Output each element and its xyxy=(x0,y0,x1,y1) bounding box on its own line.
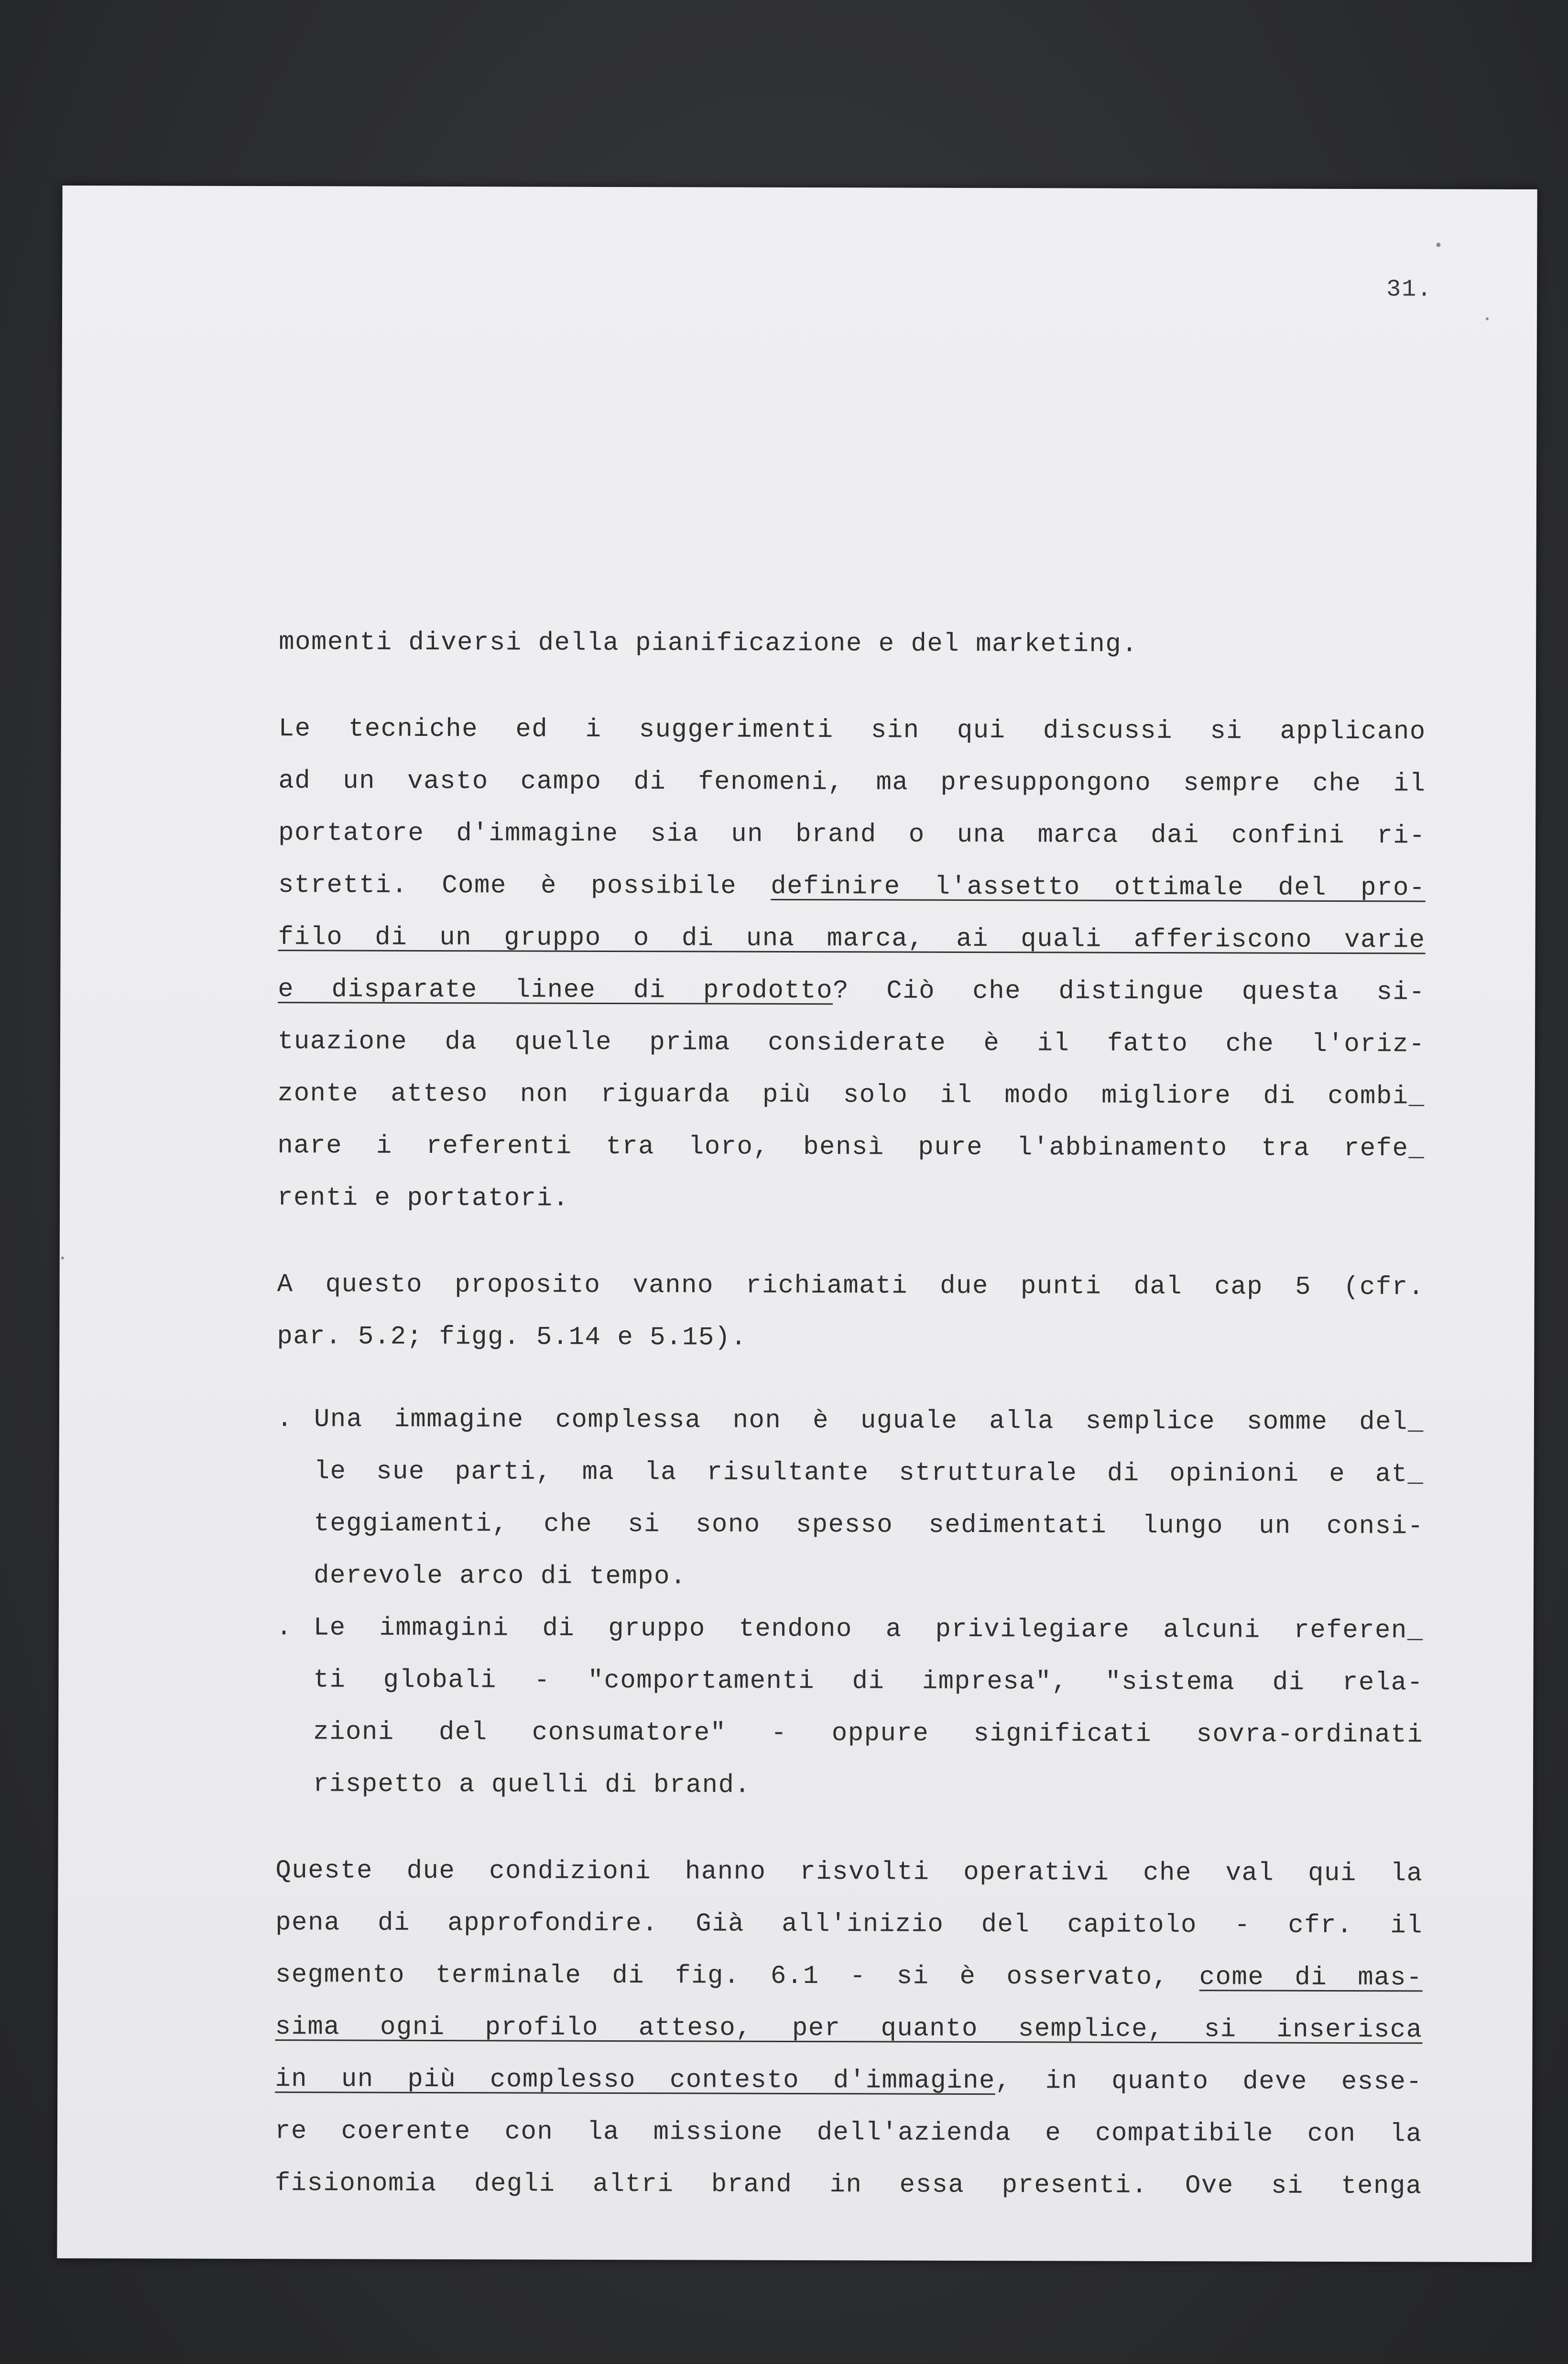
text-line xyxy=(275,1909,1423,1940)
text-line xyxy=(275,2169,1422,2201)
text-segment: zonte atteso non riguarda più solo il modo migliore di combi xyxy=(277,1079,1409,1112)
text-segment: segmento terminale di fig. 6.1 - si è osservato, xyxy=(275,1960,1199,1992)
text-segment: momenti diversi della pianificazione e del marketing. xyxy=(279,628,1138,659)
bullet-marker: . xyxy=(276,1405,293,1434)
text-segment: par. 5.2; figg. 5.14 e 5.15). xyxy=(277,1322,747,1353)
bullet-line: teggiamenti, che si sono spesso sedimentati lungo un consi- xyxy=(314,1509,1424,1542)
underlined-text: sima ogni profilo atteso, per quanto semplice, si inserisca xyxy=(275,2013,1423,2045)
text-segment: _ xyxy=(1408,1082,1425,1112)
text-segment: nare i referenti tra loro, bensì pure l'abbinamento tra refe xyxy=(277,1131,1409,1164)
bullet-line: Una immagine complessa non è uguale alla semplice somme del_ xyxy=(314,1405,1424,1437)
text-line xyxy=(278,1080,1425,1111)
text-line xyxy=(279,715,1426,746)
text-segment: stretti. Come è possibile xyxy=(278,871,771,901)
text-segment: A questo proposito vanno richiamati due punti dal cap 5 (cfr. xyxy=(277,1270,1425,1302)
text-segment: Queste due condizioni hanno risvolti operativi che val qui la xyxy=(275,1856,1423,1889)
underlined-text: definire l'assetto ottimale del pro- xyxy=(771,872,1426,903)
text-segment: pena di approfondire. Già all'inizio del capitolo - cfr. il xyxy=(275,1908,1423,1941)
text-segment: portatore d'immagine sia un brand o una marca dai confini ri- xyxy=(278,819,1426,851)
text-line xyxy=(275,1961,1423,1992)
underlined-text: come di mas- xyxy=(1199,1963,1423,1993)
bullet-line: rispetto a quelli di brand. xyxy=(313,1770,751,1800)
text-line xyxy=(277,1323,747,1353)
text-segment: _ xyxy=(1408,1134,1425,1164)
paper-speck xyxy=(1436,242,1440,247)
text-line xyxy=(278,767,1426,799)
paper-speck xyxy=(1486,317,1489,320)
paper-sheet xyxy=(57,186,1537,2262)
text-line xyxy=(278,923,1425,955)
bullet-line: ti globali - "comportamenti di impresa", "sistema di rela- xyxy=(313,1665,1424,1698)
underlined-text: filo di un gruppo o di una marca, ai quali afferiscono varie xyxy=(278,923,1426,955)
page-number: 31. xyxy=(1386,276,1433,304)
text-segment: ad un vasto campo di fenomeni, ma presuppongono sempre che il xyxy=(278,766,1426,799)
text-segment: re coerente con la missione dell'azienda e compatibile con la xyxy=(274,2117,1423,2149)
text-line xyxy=(277,1132,1425,1163)
text-line xyxy=(278,819,1426,851)
text-segment: tuazione da quelle prima considerate è il fatto che l'oriz- xyxy=(277,1027,1426,1060)
text-line xyxy=(275,1857,1423,1888)
text-segment: renti e portatori. xyxy=(277,1183,569,1214)
bullet-line: le sue parti, ma la risultante strutturale di opinioni e at_ xyxy=(314,1457,1424,1489)
underlined-text: in un più complesso contesto d'immagine xyxy=(275,2065,996,2096)
text-line xyxy=(275,2013,1423,2045)
text-segment: Le tecniche ed i suggerimenti sin qui discussi si applicano xyxy=(278,714,1426,747)
text-segment: fisionomia degli altri brand in essa presenti. Ove si tenga xyxy=(274,2169,1422,2201)
text-line xyxy=(279,628,1138,659)
text-segment: ? Ciò che distingue questa si- xyxy=(833,976,1426,1007)
text-line xyxy=(277,1270,1425,1302)
text-line xyxy=(278,1028,1425,1059)
bullet-marker: . xyxy=(276,1613,293,1643)
text-line xyxy=(278,975,1425,1007)
bullet-line: zioni del consumatore" - oppure significati sovra-ordinati xyxy=(313,1718,1424,1750)
bullet-line: derevole arco di tempo. xyxy=(313,1561,686,1592)
bullet-line: Le immagini di gruppo tendono a privilegiare alcuni referen_ xyxy=(313,1613,1424,1646)
text-line xyxy=(277,1184,569,1214)
underlined-text: e disparate linee di prodotto xyxy=(278,975,833,1006)
text-line xyxy=(275,2065,1422,2097)
text-line xyxy=(275,2117,1422,2149)
paper-speck xyxy=(61,1257,64,1259)
text-line xyxy=(278,871,1426,903)
text-segment: , in quanto deve esse- xyxy=(995,2067,1423,2097)
